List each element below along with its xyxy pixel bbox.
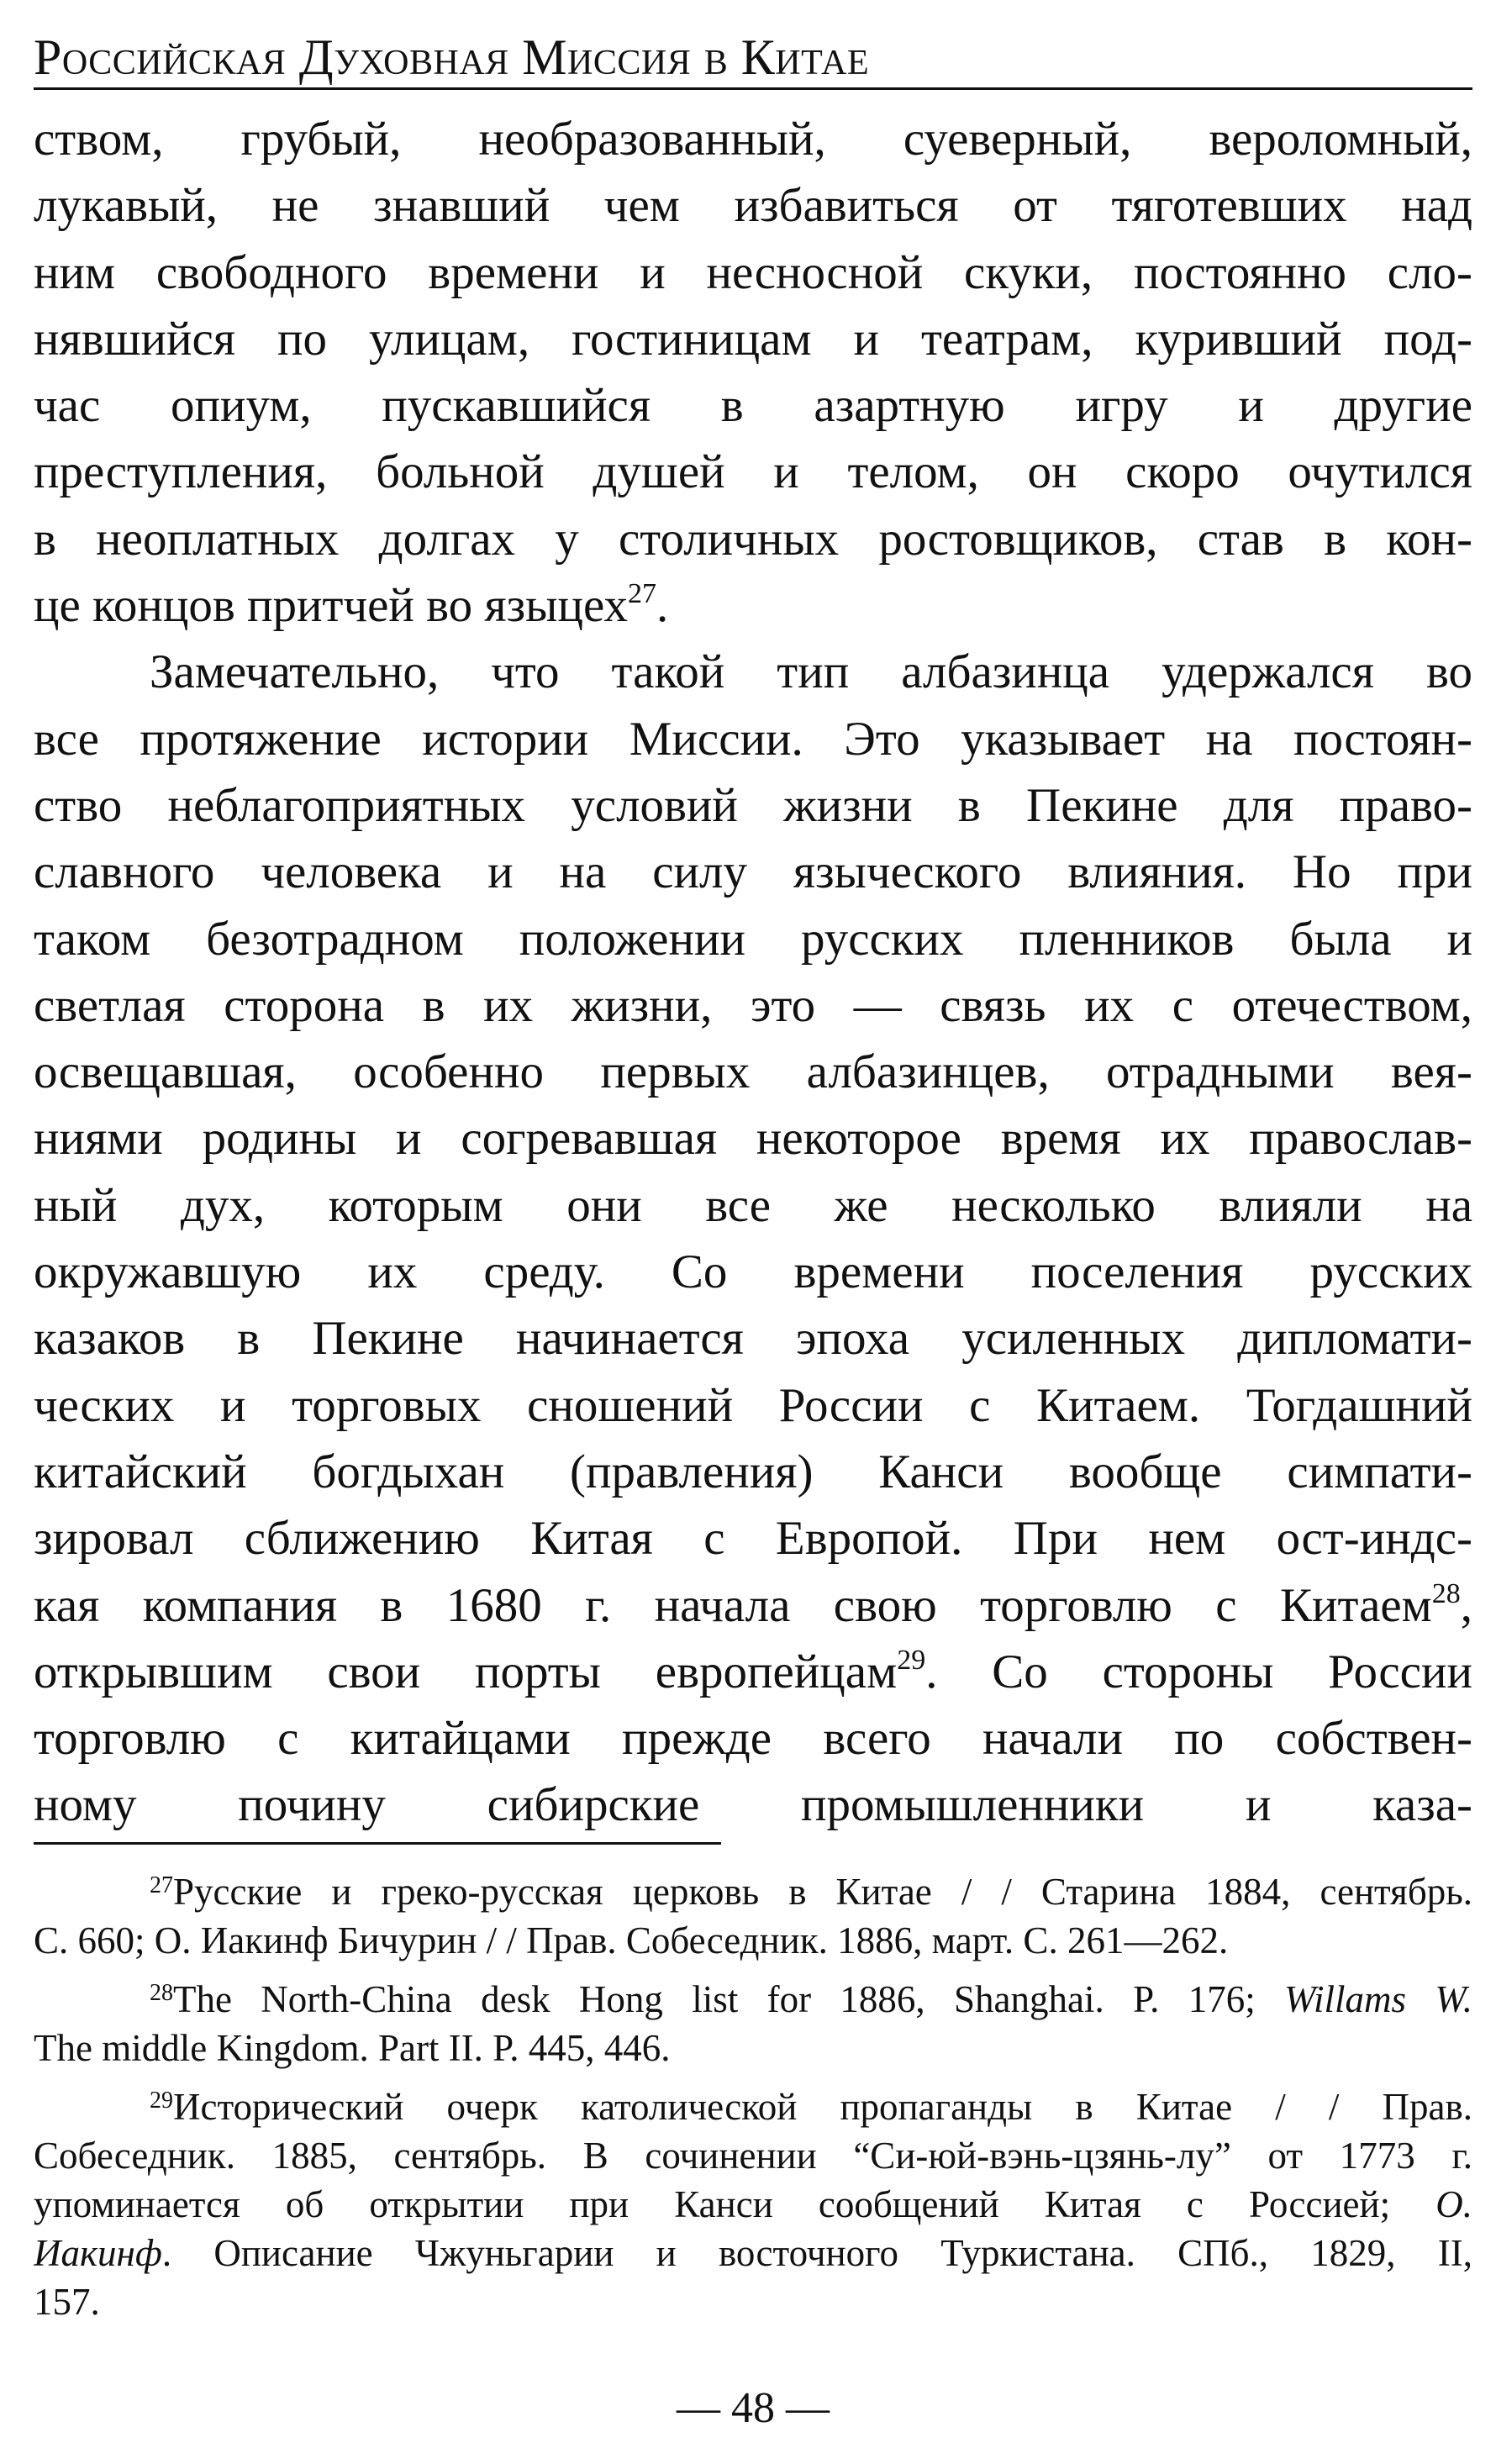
footnote-ref: 28 [1431, 1577, 1461, 1609]
text-fragment: . [656, 579, 669, 633]
text-line: казаков в Пекине начинается эпоха усиленных дипломати- [34, 1312, 1472, 1366]
text-line: торговлю с китайцами прежде всего начали по собствен- [34, 1712, 1472, 1766]
footnote-author: Иакинф [34, 2232, 162, 2274]
text-line: ный дух, которым они все же несколько влияли на [34, 1178, 1472, 1232]
text-line: ство неблагоприятных условий жизни в Пекине для право- [34, 778, 1472, 832]
text-line [34, 572, 1472, 639]
footnote-mark: 27 [150, 1872, 173, 1898]
footnote-29-line [34, 2229, 1472, 2277]
text-line: ним свободного времени и несносной скуки, постоянно сло- [34, 245, 1472, 299]
text-line: светлая сторона в их жизни, это — связь их с отечеством, [34, 978, 1472, 1032]
text-line: славного человека и на силу языческого влияния. Но при [34, 845, 1472, 899]
footnote-29-line [34, 2082, 1472, 2131]
footnote-28-line [34, 1975, 1472, 2024]
footnote-rule [34, 1842, 721, 1845]
text-line: окружавшую их среду. Со времени поселения русских [34, 1245, 1472, 1299]
footnote-text: Русские и греко-русская церковь в Китае / / Старина 1884, сентябрь. [173, 1871, 1472, 1913]
text-line: все протяжение истории Миссии. Это указывает на постоян- [34, 712, 1472, 766]
text-line: таком безотрадном положении русских пленников была и [34, 912, 1472, 966]
footnote-29-line [34, 2180, 1472, 2229]
text-fragment: открывшим свои порты европейцам [34, 1645, 898, 1698]
text-line: ному почину сибирские промышленники и каза- [34, 1778, 1472, 1832]
footnote-28-line: The middle Kingdom. Part II. P. 445, 446. [34, 2027, 671, 2069]
book-page [34, 0, 1472, 2464]
footnote-ref: 27 [628, 578, 657, 610]
text-line: ниями родины и согревавшая некоторое время их православ- [34, 1112, 1472, 1166]
footnote-text: . Описание Чжуньгарии и восточного Туркистана. СПб., 1829, II, [161, 2232, 1472, 2274]
footnote-text: Исторический очерк католической пропаганды в Китае / / Прав. [173, 2086, 1472, 2128]
text-line: Замечательно, что такой тип албазинца удержался во [150, 645, 1472, 699]
text-line: лукавый, не знавший чем избавиться от тяготевших над [34, 179, 1472, 233]
footnote-29-line: 157. [34, 2281, 100, 2323]
page-number: — 48 — [677, 2384, 830, 2432]
text-line: час опиум, пускавшийся в азартную игру и другие [34, 379, 1472, 433]
footnote-gap [34, 1965, 1472, 1975]
footnote-text: упоминается об открытии при Канси сообщений Китая с Россией; [34, 2183, 1391, 2225]
text-line: ством, грубый, необразованный, суеверный, вероломный, [34, 113, 1472, 166]
text-line: китайский богдыхан (правления) Канси вообще симпати- [34, 1445, 1472, 1498]
footnote-text: The North-China desk Hong list for 1886, Shanghai. P. 176; [173, 1978, 1256, 2020]
text-line: освещавшая, особенно первых албазинцев, отрадными вея- [34, 1045, 1472, 1099]
footnote-27-line [34, 1867, 1472, 1916]
footnote-author: О. [1435, 2183, 1472, 2225]
main-text [34, 106, 1472, 1839]
footnote-mark: 28 [150, 1980, 173, 2006]
text-fragment: , [1460, 1578, 1472, 1632]
text-fragment: . Со стороны России [925, 1645, 1472, 1698]
text-fragment: це концов притчей во языцех [34, 579, 629, 633]
footnotes [34, 1867, 1472, 2326]
footnote-ref: 29 [897, 1644, 926, 1676]
footnote-29-line: Собеседник. 1885, сентябрь. В сочинении “Си-юй-вэнь-цзянь-лу” от 1773 г. [34, 2135, 1472, 2177]
text-line: нявшийся по улицам, гостиницам и театрам, куривший под- [34, 312, 1472, 366]
text-line: преступления, больной душей и телом, он скоро очутился [34, 445, 1472, 499]
text-line [34, 1572, 1472, 1639]
footnote-mark: 29 [150, 2088, 173, 2114]
footnote-gap [34, 2072, 1472, 2082]
running-title: Российская Духовная Миссия в Китае [34, 29, 870, 85]
header-rule [34, 87, 1472, 90]
text-fragment: кая компания в 1680 г. начала свою торговлю с Китаем [34, 1578, 1432, 1632]
text-line: ческих и торговых сношений России с Китаем. Тогдашний [34, 1378, 1472, 1432]
footnote-27-line: С. 660; О. Иакинф Бичурин / / Прав. Собеседник. 1886, март. С. 261—262. [34, 1919, 1229, 1961]
footnote-author: Willams W. [1284, 1978, 1472, 2020]
text-line: зировал сближению Китая с Европой. При нем ост-индс- [34, 1512, 1472, 1566]
text-line [34, 1639, 1472, 1705]
text-line: в неоплатных долгах у столичных ростовщиков, став в кон- [34, 512, 1472, 566]
